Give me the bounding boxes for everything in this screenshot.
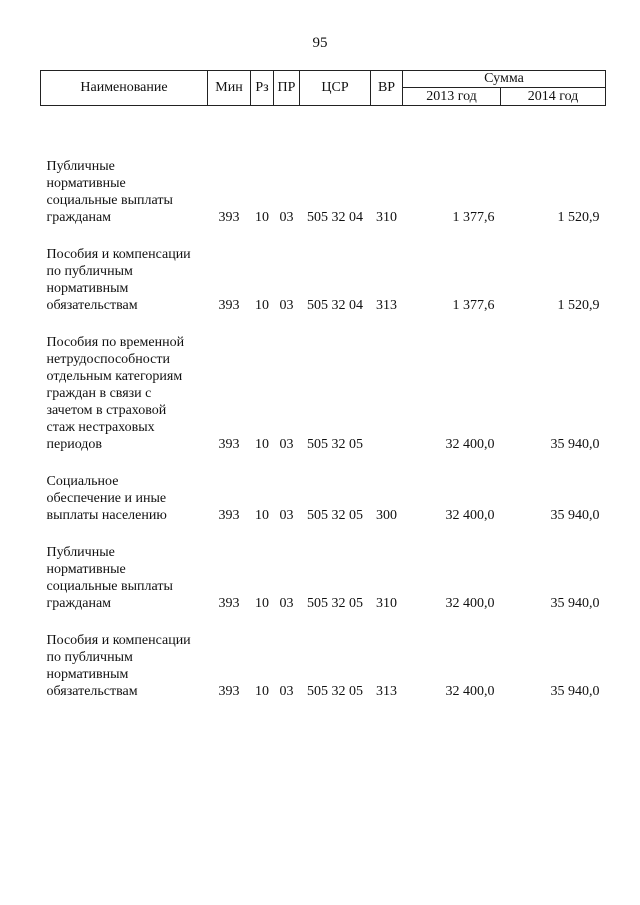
row-name-line: обязательствам — [46, 684, 138, 699]
row-name-line: Пособия по временной — [46, 335, 185, 350]
table-row — [41, 226, 606, 314]
row-vr — [371, 314, 403, 453]
row-sum-2013: 1 377,6 — [452, 210, 495, 225]
row-csr: 505 32 05 — [307, 437, 363, 452]
row-min: 393 — [218, 437, 240, 452]
row-pr: 03 — [279, 596, 294, 611]
table-row — [41, 106, 606, 227]
table-row — [41, 524, 606, 612]
header-name: Наименование — [41, 71, 208, 106]
header-pr: ПР — [274, 71, 300, 106]
row-name-line: Публичные — [46, 159, 115, 174]
row-pr: 03 — [279, 298, 294, 313]
row-name — [41, 453, 208, 524]
header-rz: Рз — [251, 71, 274, 106]
row-name-line: нормативным — [46, 281, 129, 296]
row-name-line: зачетом в страховой — [46, 403, 167, 418]
row-name-line: по публичным — [46, 264, 133, 279]
row-name-line: нетрудоспособности — [46, 352, 170, 367]
row-sum-2014: 35 940,0 — [550, 596, 600, 611]
header-vr: ВР — [371, 71, 403, 106]
row-name-line: Пособия и компенсации — [46, 247, 191, 262]
row-name-line: отдельным категориям — [46, 369, 183, 384]
row-min: 393 — [218, 684, 240, 699]
row-name-line: социальные выплаты — [46, 193, 173, 208]
row-name-line: социальные выплаты — [46, 579, 173, 594]
header-year-2014: 2014 год — [501, 88, 606, 106]
table-row — [41, 453, 606, 524]
row-csr: 505 32 04 — [307, 210, 363, 225]
row-csr: 505 32 05 — [307, 596, 363, 611]
row-min: 393 — [218, 210, 240, 225]
row-vr: 300 — [376, 508, 397, 523]
row-pr: 03 — [279, 210, 294, 225]
row-rz: 10 — [255, 508, 269, 523]
row-name-line: гражданам — [46, 210, 112, 225]
row-name-line: нормативные — [46, 562, 126, 577]
row-csr: 505 32 05 — [307, 508, 363, 523]
row-name — [41, 226, 208, 314]
row-name-line: Социальное — [46, 474, 119, 489]
row-min: 393 — [218, 298, 240, 313]
row-vr: 310 — [376, 210, 397, 225]
row-pr: 03 — [279, 508, 294, 523]
row-sum-2013: 1 377,6 — [452, 298, 495, 313]
row-name-line: нормативным — [46, 667, 129, 682]
row-sum-2014: 35 940,0 — [550, 437, 600, 452]
table-row — [41, 314, 606, 453]
row-rz: 10 — [255, 298, 269, 313]
row-name-line: периодов — [46, 437, 103, 452]
row-csr: 505 32 04 — [307, 298, 363, 313]
row-name-line: обеспечение и иные — [46, 491, 167, 506]
row-rz: 10 — [255, 684, 269, 699]
header-csr: ЦСР — [300, 71, 371, 106]
budget-table — [40, 70, 606, 700]
row-sum-2014: 1 520,9 — [557, 210, 600, 225]
row-min: 393 — [218, 596, 240, 611]
table-row — [41, 612, 606, 700]
row-name — [41, 612, 208, 700]
row-rz: 10 — [255, 210, 269, 225]
header-year-2013: 2013 год — [403, 88, 501, 106]
row-sum-2013: 32 400,0 — [445, 508, 495, 523]
row-sum-2013: 32 400,0 — [445, 437, 495, 452]
table-body — [41, 106, 606, 701]
row-pr: 03 — [279, 684, 294, 699]
row-name — [41, 314, 208, 453]
row-min: 393 — [218, 508, 240, 523]
page-number: 95 — [312, 35, 328, 51]
row-sum-2013: 32 400,0 — [445, 684, 495, 699]
row-name-line: обязательствам — [46, 298, 138, 313]
row-sum-2014: 35 940,0 — [550, 508, 600, 523]
row-name — [41, 106, 208, 227]
row-sum-2014: 1 520,9 — [557, 298, 600, 313]
row-name-line: стаж нестраховых — [46, 420, 155, 435]
row-name-line: Публичные — [46, 545, 115, 560]
row-name-line: гражданам — [46, 596, 112, 611]
row-sum-2013: 32 400,0 — [445, 596, 495, 611]
row-vr: 313 — [376, 298, 397, 313]
row-sum-2014: 35 940,0 — [550, 684, 600, 699]
row-pr: 03 — [279, 437, 294, 452]
header-sum: Сумма — [403, 71, 606, 88]
row-rz: 10 — [255, 596, 269, 611]
row-name — [41, 524, 208, 612]
row-name-line: Пособия и компенсации — [46, 633, 191, 648]
row-name-line: граждан в связи с — [46, 386, 152, 401]
row-csr: 505 32 05 — [307, 684, 363, 699]
table-header — [41, 71, 606, 106]
header-min: Мин — [208, 71, 251, 106]
row-name-line: нормативные — [46, 176, 126, 191]
row-rz: 10 — [255, 437, 269, 452]
row-name-line: выплаты населению — [46, 508, 167, 523]
row-vr: 310 — [376, 596, 397, 611]
row-vr: 313 — [376, 684, 397, 699]
row-name-line: по публичным — [46, 650, 133, 665]
